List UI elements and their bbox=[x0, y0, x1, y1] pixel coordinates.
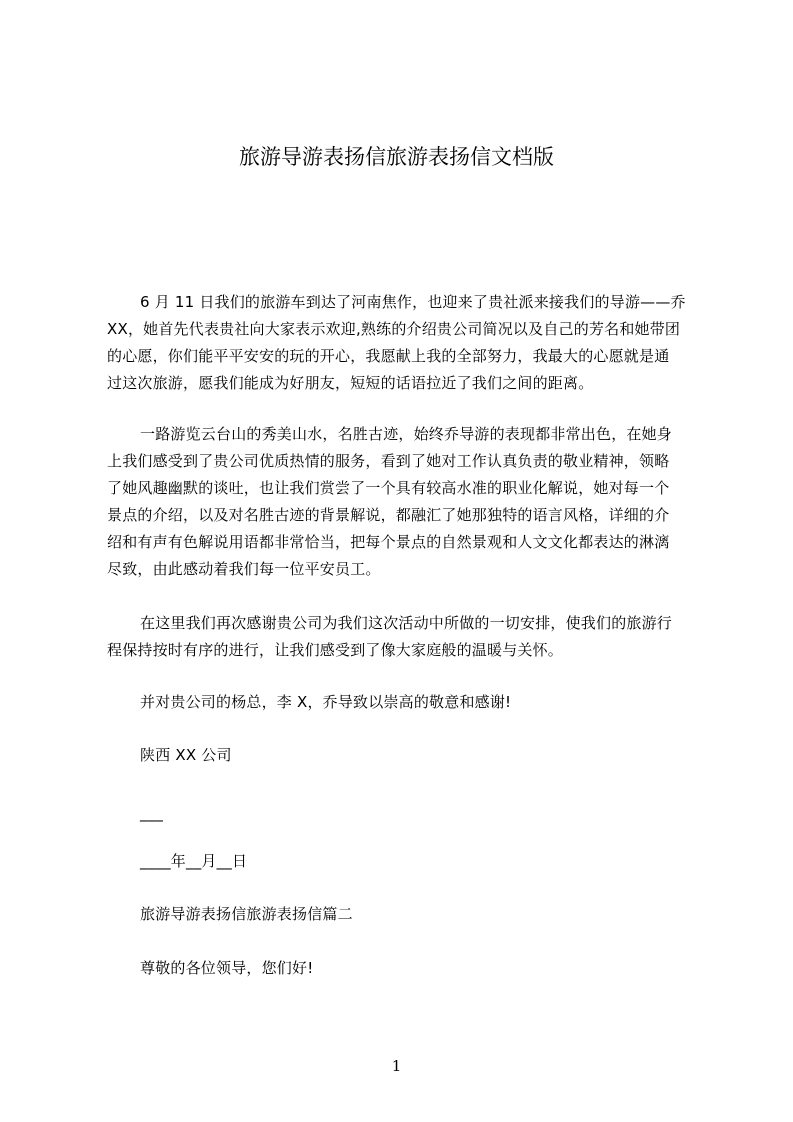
greeting-line: 尊敬的各位领导，您们好! bbox=[140, 959, 314, 977]
paragraph-line: 6 月 11 日我们的旅游车到达了河南焦作，也迎来了贵社派来接我们的导游——乔 bbox=[140, 293, 686, 311]
paragraph-line: 在这里我们再次感谢贵公司为我们这次活动中所做的一切安排，使我们的旅游行 bbox=[140, 614, 673, 632]
paragraph-line: 程保持按时有序的进行，让我们感受到了像大家庭般的温暖与关怀。 bbox=[107, 641, 564, 659]
paragraph-line: 过这次旅游，愿我们能成为好朋友，短短的话语拉近了我们之间的距离。 bbox=[107, 374, 594, 392]
signature-blank: ___ bbox=[140, 804, 164, 822]
paragraph-line: 上我们感受到了贵公司优质热情的服务，看到了她对工作认真负责的敬业精神，领略 bbox=[107, 452, 670, 470]
paragraph-line: 一路游览云台山的秀美山水，名胜古迹，始终乔导游的表现都非常出色，在她身 bbox=[140, 425, 673, 443]
paragraph-line: 绍和有声有色解说用语都非常恰当，把每个景点的自然景观和人文文化都表达的淋漓 bbox=[107, 533, 670, 551]
paragraph-line: 尽致，由此感动着我们每一位平安员工。 bbox=[107, 560, 381, 578]
page-number: 1 bbox=[391, 1057, 402, 1075]
part-two-heading: 旅游导游表扬信旅游表扬信篇二 bbox=[140, 905, 353, 923]
thanks-line: 并对贵公司的杨总，李 X，乔导致以崇高的敬意和感谢! bbox=[140, 693, 512, 711]
document-title: 旅游导游表扬信旅游表扬信文档版 bbox=[239, 145, 554, 169]
paragraph-line: 景点的介绍，以及对名胜古迹的背景解说，都融汇了她那独特的语言风格，详细的介 bbox=[107, 506, 670, 524]
company-name: 陕西 XX 公司 bbox=[140, 746, 232, 764]
date-line: ____年__月__日 bbox=[140, 852, 248, 870]
paragraph-line: 了她风趣幽默的谈吐，也让我们赏尝了一个具有较高水准的职业化解说，她对每一个 bbox=[107, 479, 670, 497]
paragraph-line: XX，她首先代表贵社向大家表示欢迎,熟练的介绍贵公司简况以及自己的芳名和她带团 bbox=[107, 320, 681, 338]
paragraph-line: 的心愿，你们能平平安安的玩的开心，我愿献上我的全部努力，我最大的心愿就是通 bbox=[107, 347, 670, 365]
